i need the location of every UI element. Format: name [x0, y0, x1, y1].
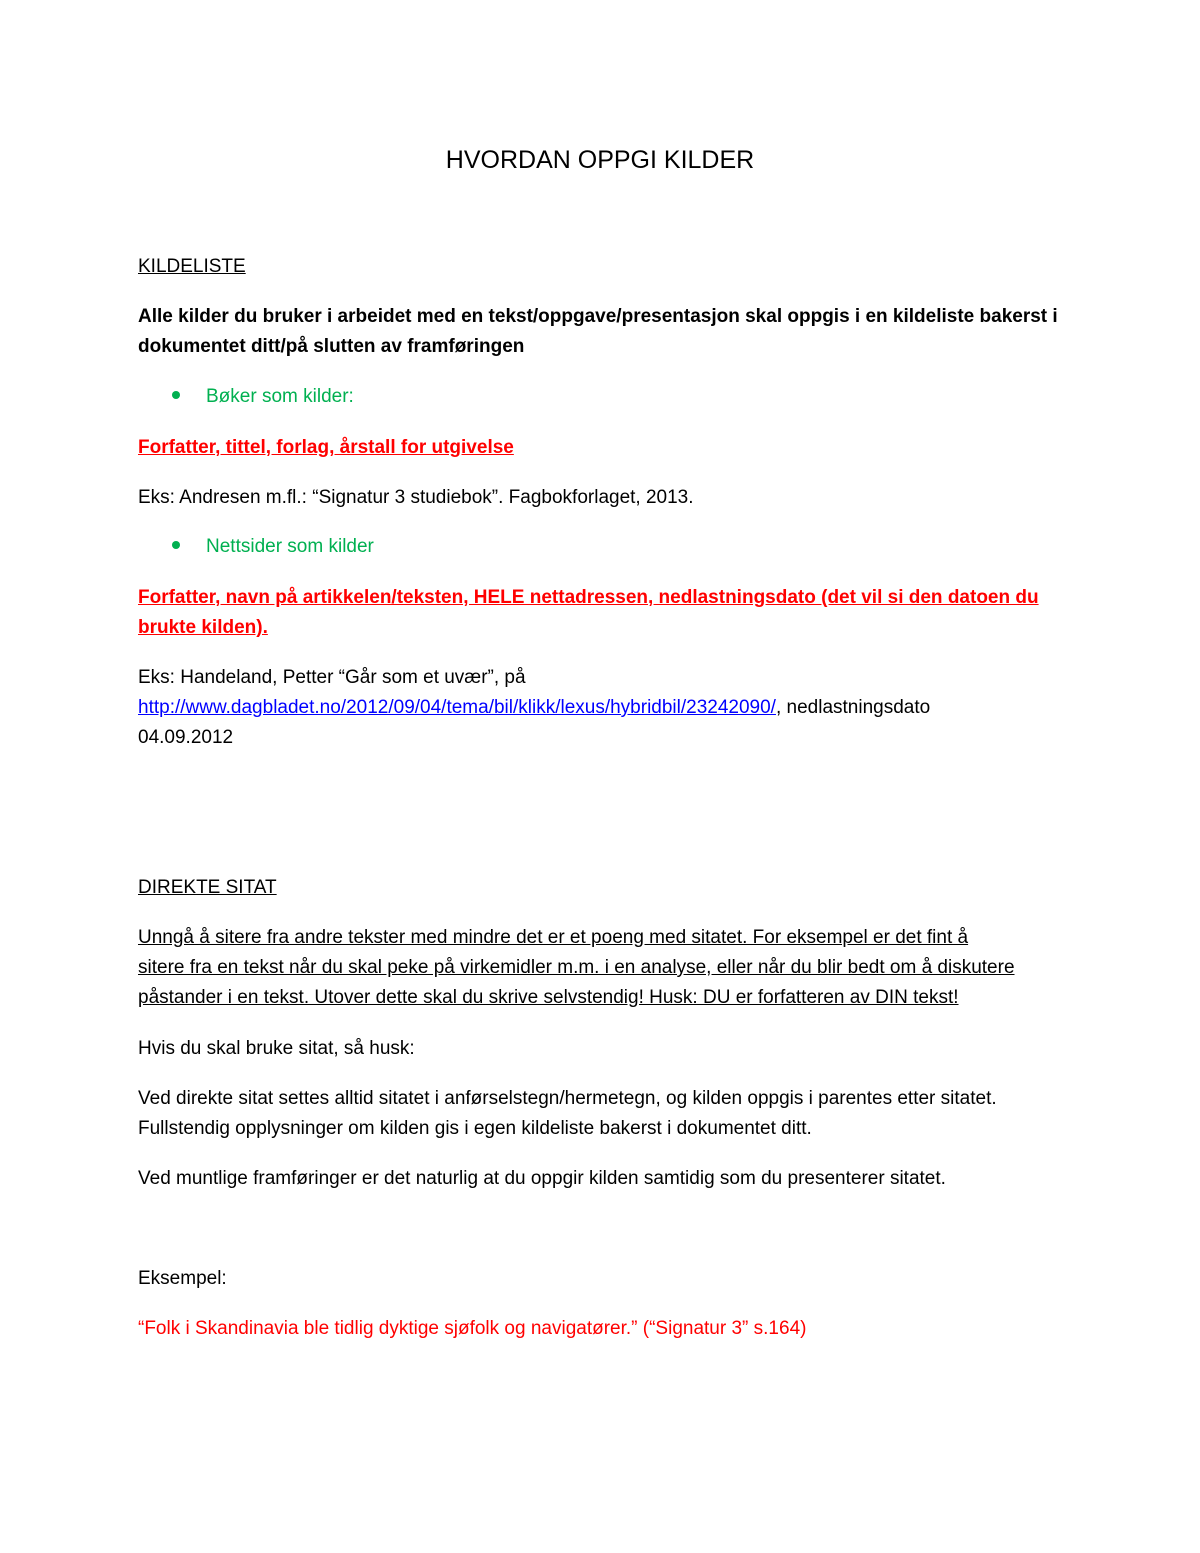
web-bullet-label: Nettsider som kilder — [206, 536, 374, 557]
example-label: Eksempel: — [138, 1268, 227, 1289]
books-bullet-item — [172, 382, 354, 412]
kildeliste-heading: KILDELISTE — [138, 256, 246, 277]
books-example: Eks: Andresen m.fl.: “Signatur 3 studiebok”. Fagbokforlaget, 2013. — [138, 487, 694, 508]
web-bullet-item — [172, 532, 374, 562]
bullet-icon — [172, 391, 180, 399]
web-example-line2 — [138, 693, 1068, 723]
web-format-line2: brukte kilden). — [138, 617, 268, 638]
bullet-icon — [172, 541, 180, 549]
kildeliste-intro-line1: Alle kilder du bruker i arbeidet med en tekst/oppgave/presentasjon skal oppgis i en kildeliste bakerst i — [138, 306, 1058, 327]
warning-line2: sitere fra en tekst når du skal peke på virkemidler m.m. i en analyse, eller når du blir bedt om å diskutere — [138, 957, 1015, 978]
example-url-link[interactable]: http://www.dagbladet.no/2012/09/04/tema/bil/klikk/lexus/hybridbil/23242090/ — [138, 697, 776, 718]
warning-line1: Unngå å sitere fra andre tekster med mindre det er et poeng med sitatet. For eksempel er det fint å — [138, 927, 969, 948]
books-bullet-label: Bøker som kilder: — [206, 386, 354, 407]
rule-line1: Ved direkte sitat settes alltid sitatet i anførselstegn/hermetegn, og kilden oppgis i parentes etter sitatet. — [138, 1088, 997, 1109]
direkte-sitat-heading: DIREKTE SITAT — [138, 877, 277, 898]
web-example-date: 04.09.2012 — [138, 727, 234, 748]
web-example-line1: Eks: Handeland, Petter “Går som et uvær”, på — [138, 667, 526, 688]
rule-line2: Fullstendig opplysninger om kilden gis i egen kildeliste bakerst i dokumentet ditt. — [138, 1118, 812, 1139]
warning-line3: påstander i en tekst. Utover dette skal du skrive selvstendig! Husk: DU er forfatteren av DIN tekst! — [138, 987, 959, 1008]
page-title: HVORDAN OPPGI KILDER — [445, 146, 755, 174]
example-quote: “Folk i Skandinavia ble tidlig dyktige sjøfolk og navigatører.” (“Signatur 3” s.164) — [138, 1318, 807, 1339]
example-after-link: , nedlastningsdato — [775, 697, 931, 718]
oral-presentation-text: Ved muntlige framføringer er det naturlig at du oppgir kilden samtidig som du presenterer sitatet. — [138, 1168, 946, 1189]
web-format-line1: Forfatter, navn på artikkelen/teksten, HELE nettadressen, nedlastningsdato (det vil si den datoen du — [138, 587, 1039, 608]
books-format: Forfatter, tittel, forlag, årstall for utgivelse — [138, 437, 514, 458]
kildeliste-intro-line2: dokumentet ditt/på slutten av framføringen — [138, 336, 525, 357]
remember-text: Hvis du skal bruke sitat, så husk: — [138, 1038, 415, 1059]
